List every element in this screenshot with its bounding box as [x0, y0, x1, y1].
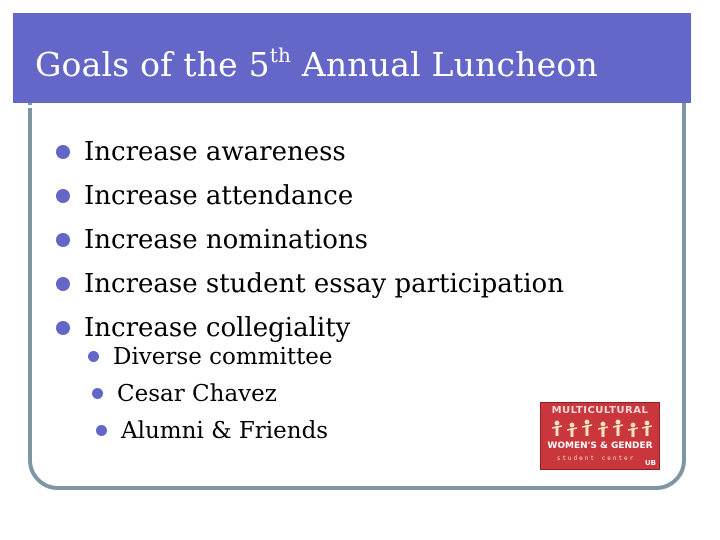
- sub-bullet-list: [88, 338, 333, 449]
- title-bar: [13, 13, 691, 103]
- people-figures-icon: [547, 419, 655, 441]
- bullet-item: Increase awareness: [56, 130, 564, 174]
- bullet-dot-icon: [56, 145, 70, 159]
- bullet-item: Increase attendance: [56, 174, 564, 218]
- bullet-item: Increase student essay participation: [56, 262, 564, 306]
- bullet-dot-icon: [56, 277, 70, 291]
- logo-middle-text: WOMEN'S & GENDER: [547, 441, 653, 451]
- slide-title: Goals of the 5th Annual Luncheon: [35, 43, 598, 84]
- bullet-dot-icon: [56, 189, 70, 203]
- logo-corner-text: UB: [644, 459, 656, 467]
- bullet-dot-icon: [56, 233, 70, 247]
- logo-bottom-text: student center: [556, 455, 636, 462]
- center-logo: [540, 402, 660, 470]
- bullet-dot-icon: [56, 321, 70, 335]
- bullet-list: [56, 130, 564, 350]
- sub-bullet-item: Diverse committee: [88, 338, 333, 375]
- bullet-dot-icon: [96, 425, 107, 436]
- sub-bullet-item: Cesar Chavez: [92, 375, 333, 412]
- bullet-item: Increase collegiality: [56, 306, 564, 350]
- logo-top-text: MULTICULTURAL: [551, 405, 649, 416]
- bullet-dot-icon: [92, 388, 103, 399]
- bullet-dot-icon: [88, 351, 99, 362]
- bullet-item: Increase nominations: [56, 218, 564, 262]
- title-underline: [26, 105, 651, 108]
- sub-bullet-item: Alumni & Friends: [96, 412, 333, 449]
